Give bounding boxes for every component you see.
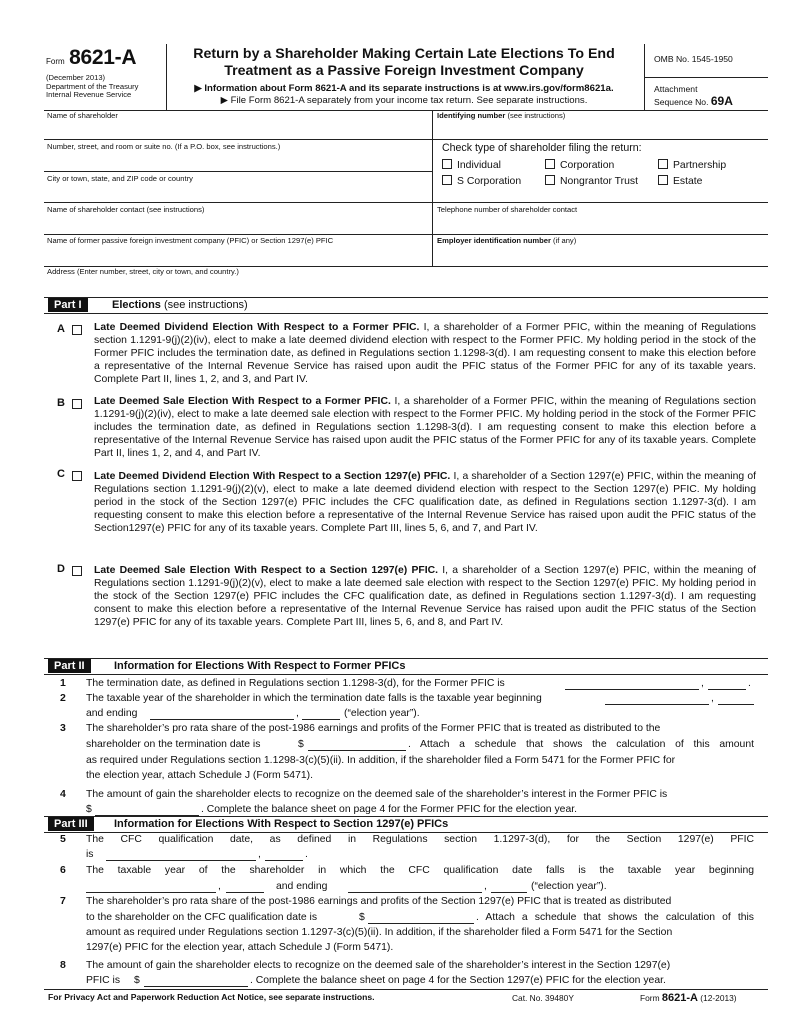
termination-year-input[interactable]	[708, 679, 746, 690]
attachment-block	[654, 84, 764, 108]
line-3-text-d: as required under Regulations section 1.1298-3(c)(5)(ii). In addition, if the shareholder filed a Form 5471 for the Former PFIC for	[86, 755, 676, 766]
line-3-text-e: the election year, attach Schedule J (Form 5471).	[86, 770, 313, 781]
line-3-number: 3	[60, 722, 66, 734]
line-1-text: The termination date, as defined in Regulations section 1.1298-3(d), for the Former PFIC is	[86, 678, 505, 689]
gain-amount-input[interactable]	[95, 805, 199, 816]
estate-checkbox[interactable]	[658, 175, 668, 185]
line-2-election-year: (“election year”).	[344, 708, 420, 719]
type-nongrantor-trust-option[interactable]	[545, 175, 638, 187]
part1-header	[44, 298, 768, 313]
partnership-label: Partnership	[673, 160, 727, 171]
partnership-checkbox[interactable]	[658, 159, 668, 169]
line-8-text-a: The amount of gain the shareholder elects to recognize on the deemed sale of the shareholder’s interest in the Section 1297(e)	[86, 960, 671, 971]
line-2-text: The taxable year of the shareholder in which the termination date falls is the taxable year beginning	[86, 693, 542, 704]
identifying-number-field[interactable]	[437, 112, 767, 138]
line-8-text-c: . Complete the balance sheet on page 4 for the Section 1297(e) PFIC for the election year.	[250, 975, 666, 986]
part1-label: Part I	[48, 298, 88, 312]
footer-form-word: Form	[640, 993, 660, 1003]
election-c-letter: C	[57, 468, 65, 480]
comma: ,	[218, 881, 221, 892]
line-4-text-b: . Complete the balance sheet on page 4 for the Former PFIC for the election year.	[201, 804, 578, 815]
election-d-heading: Late Deemed Sale Election With Respect to a Section 1297(e) PFIC.	[94, 565, 439, 576]
telephone-label: Telephone number of shareholder contact	[437, 205, 578, 214]
estate-label: Estate	[673, 176, 703, 187]
line-5-is: is	[86, 849, 94, 860]
identifying-number-label: Identifying number	[437, 111, 506, 120]
nongrantor-trust-label: Nongrantor Trust	[560, 176, 638, 187]
comma: ,	[711, 693, 714, 704]
contact-name-field[interactable]	[47, 206, 427, 232]
part1-title: Elections	[112, 299, 161, 311]
cfc-gain-amount-input[interactable]	[144, 976, 248, 987]
type-corporation-option[interactable]	[545, 159, 614, 171]
election-c-heading: Late Deemed Dividend Election With Respect to a Section 1297(e) PFIC.	[94, 471, 451, 482]
part3-label: Part III	[48, 817, 94, 831]
election-a-checkbox[interactable]	[72, 325, 82, 335]
part2-title: Information for Elections With Respect to Former PFICs	[114, 660, 406, 672]
part3-title: Information for Elections With Respect to Section 1297(e) PFICs	[114, 818, 449, 830]
election-b-letter: B	[57, 397, 65, 409]
line-5-number: 5	[60, 833, 66, 845]
taxyear-begin-year-input[interactable]	[718, 694, 754, 705]
line-3-text-c: . Attach a schedule that shows the calculation of this amount	[408, 739, 754, 750]
cfc-pro-rata-share-input[interactable]	[368, 913, 474, 924]
election-c	[48, 468, 757, 535]
s-corporation-label: S Corporation	[457, 176, 522, 187]
line-4-number: 4	[60, 788, 66, 800]
line-3-text-a: The shareholder’s pro rata share of the post-1986 earnings and profits of the Former PFIC that is treated as distributed to the	[86, 723, 661, 734]
election-a-letter: A	[57, 323, 65, 335]
ein-note: (if any)	[553, 236, 577, 245]
irs-line: Internal Revenue Service	[46, 90, 132, 100]
corporation-checkbox[interactable]	[545, 159, 555, 169]
line-6-election-year: (“election year”).	[531, 881, 607, 892]
city-label: City or town, state, and ZIP code or country	[47, 174, 193, 183]
shareholder-name-field[interactable]	[47, 112, 427, 138]
line-6-text: The taxable year of the shareholder in which the CFC qualification date falls is the taxable year beginning	[86, 865, 754, 876]
comma: ,	[484, 881, 487, 892]
line-7-text-c: . Attach a schedule that shows the calculation of this	[476, 912, 754, 923]
line-6-number: 6	[60, 864, 66, 876]
comma: ,	[258, 849, 261, 860]
street-label: Number, street, and room or suite no. (If a P.O. box, see instructions.)	[47, 142, 281, 151]
ein-label: Employer identification number	[437, 236, 551, 245]
privacy-notice: For Privacy Act and Paperwork Reduction Act Notice, see separate instructions.	[48, 992, 375, 1002]
former-pfic-name-field[interactable]	[47, 237, 427, 263]
election-b-heading: Late Deemed Sale Election With Respect to a Former PFIC.	[94, 396, 391, 407]
address-label: Address (Enter number, street, city or town, and country.)	[47, 267, 239, 276]
election-d	[48, 565, 756, 629]
cfc-taxyear-end-date-input[interactable]	[348, 882, 482, 893]
info-line: ▶ Information about Form 8621-A and its separate instructions is at www.irs.gov/form8621a.	[194, 82, 614, 94]
former-pfic-name-label: Name of former passive foreign investment company (PFIC) or Section 1297(e) PFIC	[47, 236, 334, 245]
footer-form-revision: (12-2013)	[700, 993, 737, 1003]
type-partnership-option[interactable]	[658, 159, 726, 171]
election-b-body: I, a shareholder of a Former PFIC, within the meaning of Regulations section 1.1291-9(j)(2)(iv), elect to make a late deemed sale election with respect to the Former PFIC. My holding period in the stock of the Former PFIC includes the termination date, as defined in Regulations section 1.1298-3(d). I am requesting consent to make this election before a representative of the Internal Revenue Service has raised upon audit the PFIC status of the Former PFIC for any of its taxable years. Complete Part II, lines 1, 2, and 4, and Part IV.	[94, 396, 756, 459]
sequence-label: Sequence No.	[654, 97, 709, 107]
check-type-label: Check type of shareholder filing the return:	[442, 142, 642, 154]
election-d-letter: D	[57, 563, 65, 575]
title-line-1: Return by a Shareholder Making Certain Late Elections To End	[193, 46, 615, 62]
form-revision: (December 2013)	[46, 73, 106, 82]
line-6-and-ending: and ending	[276, 881, 328, 892]
taxyear-end-year-input[interactable]	[302, 709, 340, 720]
part2-label: Part II	[48, 659, 91, 673]
corporation-label: Corporation	[560, 160, 615, 171]
city-field[interactable]	[47, 175, 427, 201]
form-word: Form	[46, 57, 65, 66]
cfc-taxyear-begin-year-input[interactable]	[226, 882, 264, 893]
election-b-checkbox[interactable]	[72, 399, 82, 409]
comma: ,	[701, 678, 704, 689]
title-line-2: Treatment as a Passive Foreign Investment Company	[224, 63, 584, 80]
line-2-and-ending: and ending	[86, 708, 138, 719]
election-d-body: I, a shareholder of a Section 1297(e) PFIC, within the meaning of Regulations section 1.1291-9(j)(2)(v), elect to make a late deemed sale election with respect to the Section 1297(e) PFIC. My holding period in the stock of the Section 1297(e) PFIC includes the CFC qualification date, as defined in Regulations section 1.1297-3(d). I am requesting consent to make this election before a representative of the Internal Revenue Service has raised upon audit the PFIC status of the Section 1297(e) PFIC for any of its taxable years. Complete Part III, lines 5, 6, and 8, and Part IV.	[94, 565, 757, 628]
line-7-text-a: The shareholder’s pro rata share of the post-1986 earnings and profits of the Section 1297(e) PFIC that is treated as distributed	[86, 896, 672, 907]
shareholder-type-section	[442, 142, 767, 191]
shareholder-name-label: Name of shareholder	[47, 111, 118, 120]
taxyear-begin-date-input[interactable]	[605, 694, 709, 705]
contact-name-label: Name of shareholder contact (see instructions)	[47, 205, 205, 214]
identifying-number-note: (see instructions)	[507, 111, 566, 120]
sequence-number: 69A	[710, 94, 733, 108]
footer-form-number: 8621-A	[661, 992, 698, 1004]
line-1-number: 1	[60, 677, 66, 689]
line-7-number: 7	[60, 895, 66, 907]
footer	[44, 992, 768, 1006]
cfc-qualification-date-input[interactable]	[106, 850, 256, 861]
type-s-corporation-option[interactable]	[442, 175, 521, 187]
taxyear-end-date-input[interactable]	[150, 709, 294, 720]
street-field[interactable]	[47, 143, 427, 169]
cfc-qualification-year-input[interactable]	[265, 850, 303, 861]
file-line: ▶ File Form 8621-A separately from your income tax return. See separate instructions.	[220, 94, 588, 106]
line-7-text-b: to the shareholder on the CFC qualification date is	[86, 912, 318, 923]
attachment-label: Attachment	[654, 84, 698, 94]
dollar-sign: $	[134, 975, 140, 986]
termination-date-input[interactable]	[565, 679, 699, 690]
election-a-body: I, a shareholder of a Former PFIC, within the meaning of Regulations section 1.1291-9(j)(2)(iv), elect to make a late deemed dividend election with respect to the Former PFIC. My holding period in the stock of the Former PFIC includes the termination date, as defined in Regulations section 1.1298-3(d). I am requesting consent to make this election before a representative of the Internal Revenue Service has raised upon audit the PFIC status of the Former PFIC for any of its taxable years. Complete Part II, lines 1, 2, and 3, and Part IV.	[94, 322, 757, 385]
omb-number: OMB No. 1545-1950	[654, 54, 733, 64]
nongrantor-trust-checkbox[interactable]	[545, 175, 555, 185]
individual-label: Individual	[457, 160, 501, 171]
part2-header	[44, 659, 768, 674]
s-corporation-checkbox[interactable]	[442, 175, 452, 185]
line-7-text-e: 1297(e) PFIC for the election year, attach Schedule J (Form 5471).	[86, 942, 394, 953]
type-individual-option[interactable]	[442, 159, 501, 171]
ein-field[interactable]	[437, 237, 767, 263]
election-c-body: I, a shareholder of a Section 1297(e) PFIC, within the meaning of Regulations section 1.1291-9(j)(2)(v), elect to make a late deemed dividend election with respect to the Section 1297(e) PFIC. My holding period in the stock of the Section 1297(e) PFIC includes the CFC qualification date, as defined in Regulations section 1.1297-3(d). I am requesting consent to make this election before a representative of the Internal Revenue Service has raised upon audit the PFIC status of the Section1297(e) PFIC for any of its taxable years. Complete Part III, lines 5, 6, and 7, and Part IV.	[94, 471, 757, 534]
department-line: Department of the Treasury	[46, 81, 139, 91]
line-5-text: The CFC qualification date, as defined in Regulations section 1.1297-3(d), for the Section 1297(e) PFIC	[86, 834, 754, 845]
line-4-text-a: The amount of gain the shareholder elects to recognize on the deemed sale of the shareholder’s interest in the Former PFIC is	[86, 789, 668, 800]
dollar-sign: $	[86, 804, 92, 815]
cfc-taxyear-end-year-input[interactable]	[491, 882, 527, 893]
comma: ,	[296, 708, 299, 719]
election-a-heading: Late Deemed Dividend Election With Respect to a Former PFIC.	[94, 322, 420, 333]
line-8-number: 8	[60, 959, 66, 971]
line-8-text-b: PFIC is	[86, 975, 121, 986]
line-2-number: 2	[60, 692, 66, 704]
line-7-text-d: amount as required under Regulations section 1.1297-3(c)(5)(ii). In addition, if the shareholder filed a Form 5471 for the Section	[86, 927, 673, 938]
part1-title-note: (see instructions)	[163, 299, 248, 311]
individual-checkbox[interactable]	[442, 159, 452, 169]
line-3-text-b: shareholder on the termination date is	[86, 739, 261, 750]
type-estate-option[interactable]	[658, 175, 702, 187]
period: .	[305, 849, 308, 860]
form-title	[166, 46, 642, 106]
election-b	[48, 396, 756, 460]
pro-rata-share-input[interactable]	[308, 740, 406, 751]
dollar-sign: $	[359, 912, 365, 923]
election-d-checkbox[interactable]	[72, 566, 82, 576]
address-field[interactable]	[47, 268, 767, 294]
omb-block	[654, 54, 764, 64]
election-a	[48, 322, 756, 386]
period: .	[748, 678, 751, 689]
dollar-sign: $	[298, 739, 304, 750]
election-c-checkbox[interactable]	[72, 471, 82, 481]
catalog-number: Cat. No. 39480Y	[512, 993, 574, 1003]
part3-header	[44, 817, 768, 832]
telephone-field[interactable]	[437, 206, 767, 232]
form-id-block	[46, 46, 164, 100]
form-number: 8621-A	[69, 46, 137, 69]
cfc-taxyear-begin-date-input[interactable]	[86, 882, 216, 893]
